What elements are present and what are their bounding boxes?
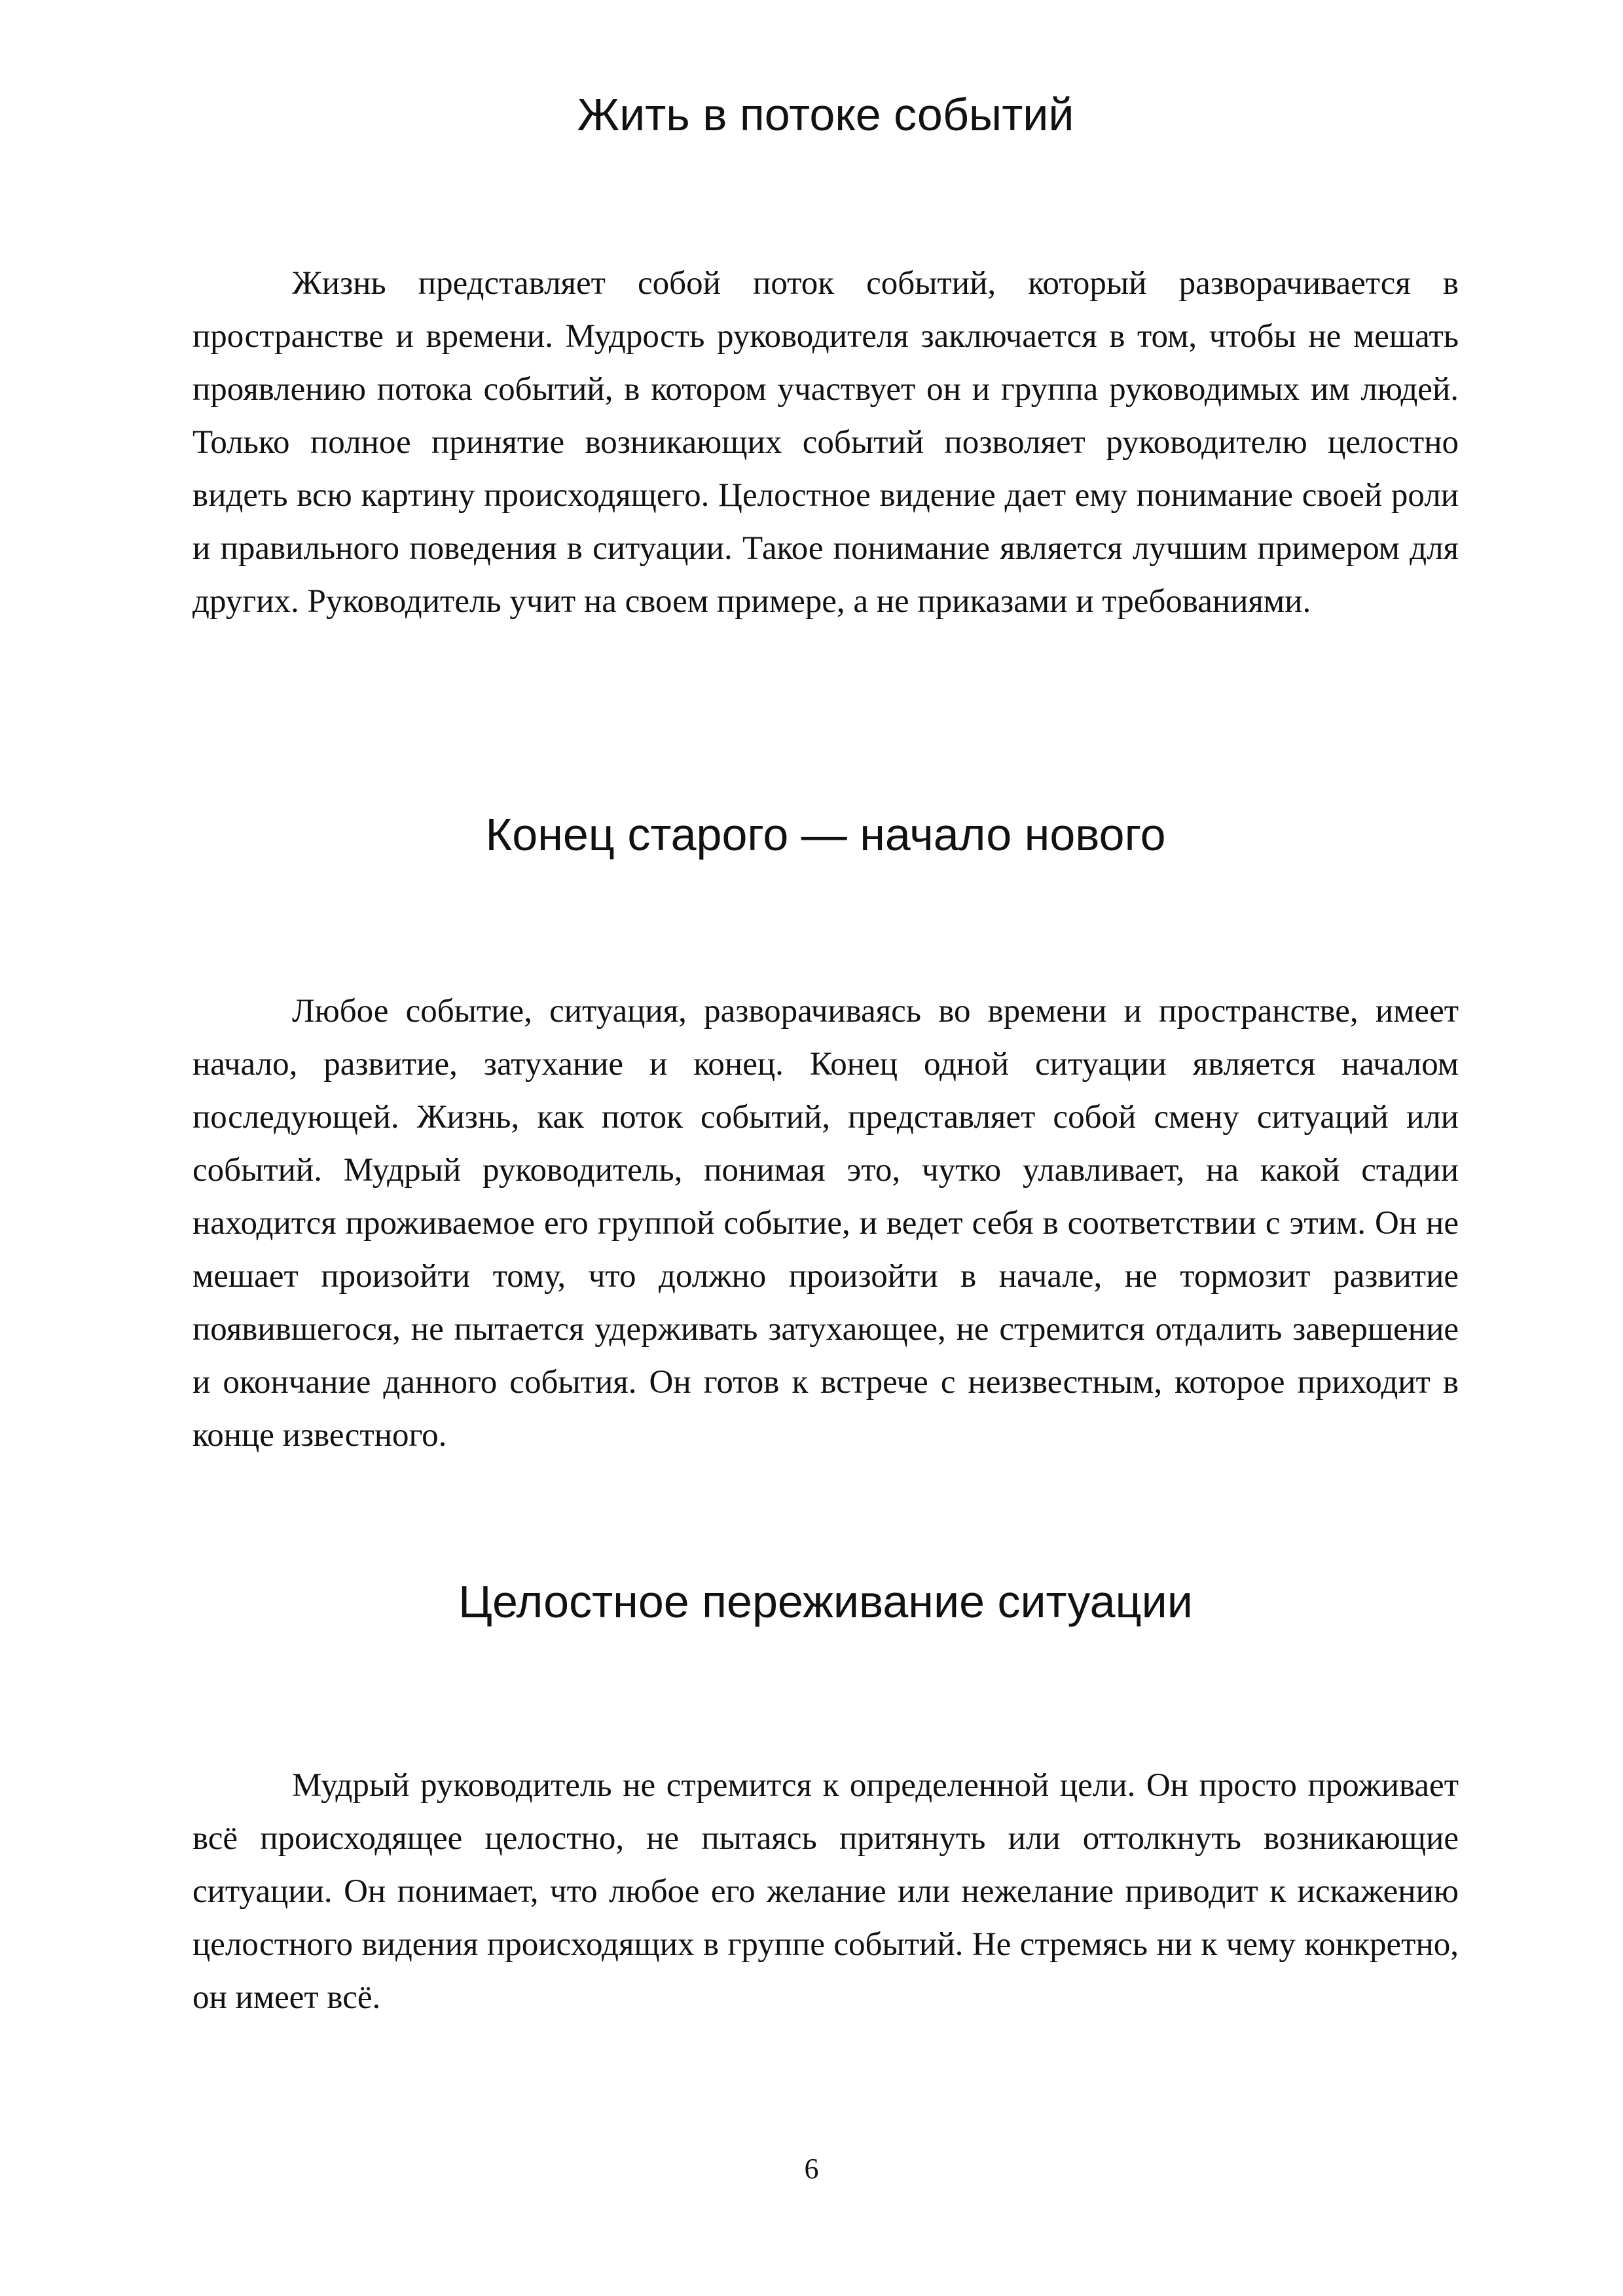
section-paragraph: Мудрый руководитель не стремится к определенной цели. Он просто проживает всё происходящее целостно, не пытаясь притянуть или оттолкнуть возникающие ситуации. Он понимает, что любое его желание или нежелание приводит к искажению целостного видения происходящих в группе событий. Не стремясь ни к чему конкретно, он имеет всё. xyxy=(192,1767,1459,2016)
section-title: Жить в потоке событий xyxy=(577,89,1074,140)
section-paragraph: Любое событие, ситуация, разворачиваясь во времени и пространстве, имеет начало, развитие, затухание и конец. Конец одной ситуации является началом последующей. Жизнь, как поток событий, представляет собой смену ситуаций или событий. Мудрый руководитель, понимая это, чутко улавливает, на какой стадии находится проживаемое его группой событие, и ведет себя в соответствии с этим. Он не мешает произойти тому, что должно произойти в начале, не тормозит развитие появившегося, не пытается удерживать затухающее, не стремится отдалить завершение и окончание данного события. Он готов к встрече с неизвестным, которое приходит в конце известного. xyxy=(192,993,1459,1454)
section-title: Целостное переживание ситуации xyxy=(458,1576,1193,1627)
section-live-in-flow xyxy=(192,85,1459,628)
section-holistic-experience xyxy=(192,1572,1459,2024)
section-title: Конец старого — начало нового xyxy=(485,809,1166,860)
section-end-of-old xyxy=(192,805,1459,1462)
page-number: 6 xyxy=(804,2153,819,2185)
section-paragraph: Жизнь представляет собой поток событий, который разворачивается в пространстве и времени. Мудрость руководителя заключается в том, чтобы не мешать проявлению потока событий, в котором участвует он и группа руководимых им людей. Только полное принятие возникающих событий позволяет руководителю целостно видеть всю картину происходящего. Целостное видение дает ему понимание своей роли и правильного поведения в ситуации. Такое понимание является лучшим примером для других. Руководитель учит на своем примере, а не приказами и требованиями. xyxy=(192,265,1459,620)
